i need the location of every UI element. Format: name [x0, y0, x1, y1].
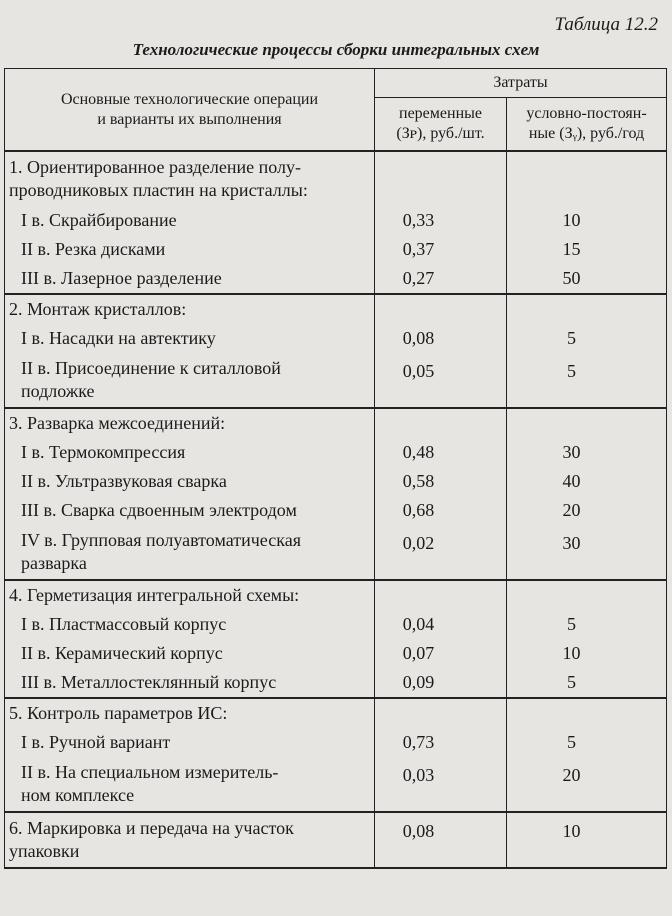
table-row — [5, 438, 667, 467]
group-title: 5. Контроль параметров ИС: — [5, 698, 375, 728]
variable-cost: 0,07 — [375, 639, 507, 668]
variant-label-line1: II в. На специальном измеритель- — [21, 762, 279, 782]
variant-label — [5, 525, 375, 580]
header-fixed-costs — [507, 98, 667, 152]
variant-label — [5, 757, 375, 812]
variant-label-line2: подложке — [21, 381, 95, 401]
table-row — [5, 151, 667, 206]
variant-label: I в. Термокомпрессия — [5, 438, 375, 467]
group-title-line1: 1. Ориентированное разделение полу- — [9, 157, 301, 177]
variant-label-line1: IV в. Групповая полуавтоматическая — [21, 530, 301, 550]
table-row — [5, 264, 667, 294]
empty-cell — [507, 408, 667, 438]
fixed-cost: 15 — [507, 235, 667, 264]
variable-cost: 0,27 — [375, 264, 507, 294]
assembly-processes-table — [4, 68, 667, 869]
header-variable-line2: (Зᴘ), руб./шт. — [396, 125, 485, 142]
variant-label: III в. Металлостеклянный корпус — [5, 668, 375, 698]
table-row — [5, 206, 667, 235]
variable-cost: 0,37 — [375, 235, 507, 264]
variant-label-line1: II в. Присоединение к ситалловой — [21, 358, 281, 378]
variable-cost: 0,08 — [375, 812, 507, 868]
variant-label: I в. Скрайбирование — [5, 206, 375, 235]
variable-cost: 0,68 — [375, 496, 507, 525]
table-row — [5, 812, 667, 868]
table-number: Таблица 12.2 — [554, 14, 658, 35]
fixed-cost: 20 — [507, 496, 667, 525]
fixed-cost: 10 — [507, 639, 667, 668]
fixed-cost: 5 — [507, 610, 667, 639]
empty-cell — [507, 151, 667, 206]
table-row — [5, 668, 667, 698]
fixed-cost: 30 — [507, 525, 667, 580]
header-fixed-line2: ные (Зᵧ), руб./год — [528, 125, 645, 142]
group-title — [5, 812, 375, 868]
group-title-line2: проводниковых пластин на кристаллы: — [9, 180, 308, 200]
empty-cell — [507, 294, 667, 324]
header-operations-line1: Основные технологические операции — [60, 90, 319, 108]
fixed-cost: 5 — [507, 324, 667, 353]
group-title: 3. Разварка межсоединений: — [5, 408, 375, 438]
variant-label: I в. Ручной вариант — [5, 728, 375, 757]
fixed-cost: 5 — [507, 353, 667, 408]
fixed-cost: 5 — [507, 728, 667, 757]
table-row — [5, 294, 667, 324]
table-row — [5, 408, 667, 438]
table-row — [5, 525, 667, 580]
group-title — [5, 151, 375, 206]
table-row — [5, 757, 667, 812]
table-row — [5, 639, 667, 668]
empty-cell — [375, 294, 507, 324]
variant-label: III в. Лазерное разделение — [5, 264, 375, 294]
empty-cell — [507, 698, 667, 728]
variable-cost: 0,48 — [375, 438, 507, 467]
table-row — [5, 698, 667, 728]
variable-cost: 0,58 — [375, 467, 507, 496]
group-title: 2. Монтаж кристаллов: — [5, 294, 375, 324]
empty-cell — [375, 698, 507, 728]
fixed-cost: 5 — [507, 668, 667, 698]
table-title: Технологические процессы сборки интегральных схем — [132, 40, 540, 59]
variable-cost: 0,08 — [375, 324, 507, 353]
header-variable-line1: переменные — [399, 105, 482, 122]
variant-label: II в. Резка дисками — [5, 235, 375, 264]
table-row — [5, 728, 667, 757]
variant-label-line2: ном комплексе — [21, 785, 135, 805]
table-row — [5, 353, 667, 408]
variable-cost: 0,02 — [375, 525, 507, 580]
table-row — [5, 580, 667, 610]
fixed-cost: 20 — [507, 757, 667, 812]
empty-cell — [375, 408, 507, 438]
variant-label: I в. Пластмассовый корпус — [5, 610, 375, 639]
table-row — [5, 467, 667, 496]
header-fixed-line1: условно-постоян- — [526, 105, 647, 122]
group-title-line1: 6. Маркировка и передача на участок — [9, 818, 294, 838]
variant-label: III в. Сварка сдвоенным электродом — [5, 496, 375, 525]
header-operations-line2: и варианты их выполнения — [97, 110, 282, 128]
variant-label — [5, 353, 375, 408]
fixed-cost: 30 — [507, 438, 667, 467]
variant-label: II в. Ультразвуковая сварка — [5, 467, 375, 496]
variable-cost: 0,73 — [375, 728, 507, 757]
variant-label-line2: разварка — [21, 553, 87, 573]
fixed-cost: 10 — [507, 812, 667, 868]
variant-label: II в. Керамический корпус — [5, 639, 375, 668]
variable-cost: 0,03 — [375, 757, 507, 812]
table-row — [5, 496, 667, 525]
header-costs: Затраты — [375, 69, 667, 98]
variable-cost: 0,33 — [375, 206, 507, 235]
group-title-line2: упаковки — [9, 841, 80, 861]
empty-cell — [375, 151, 507, 206]
table-row — [5, 610, 667, 639]
variable-cost: 0,09 — [375, 668, 507, 698]
fixed-cost: 40 — [507, 467, 667, 496]
variable-cost: 0,04 — [375, 610, 507, 639]
header-operations — [5, 69, 375, 152]
group-title: 4. Герметизация интегральной схемы: — [5, 580, 375, 610]
variable-cost: 0,05 — [375, 353, 507, 408]
fixed-cost: 10 — [507, 206, 667, 235]
header-variable-costs — [375, 98, 507, 152]
variant-label: I в. Насадки на автектику — [5, 324, 375, 353]
table-row — [5, 235, 667, 264]
empty-cell — [375, 580, 507, 610]
fixed-cost: 50 — [507, 264, 667, 294]
empty-cell — [507, 580, 667, 610]
table-row — [5, 324, 667, 353]
